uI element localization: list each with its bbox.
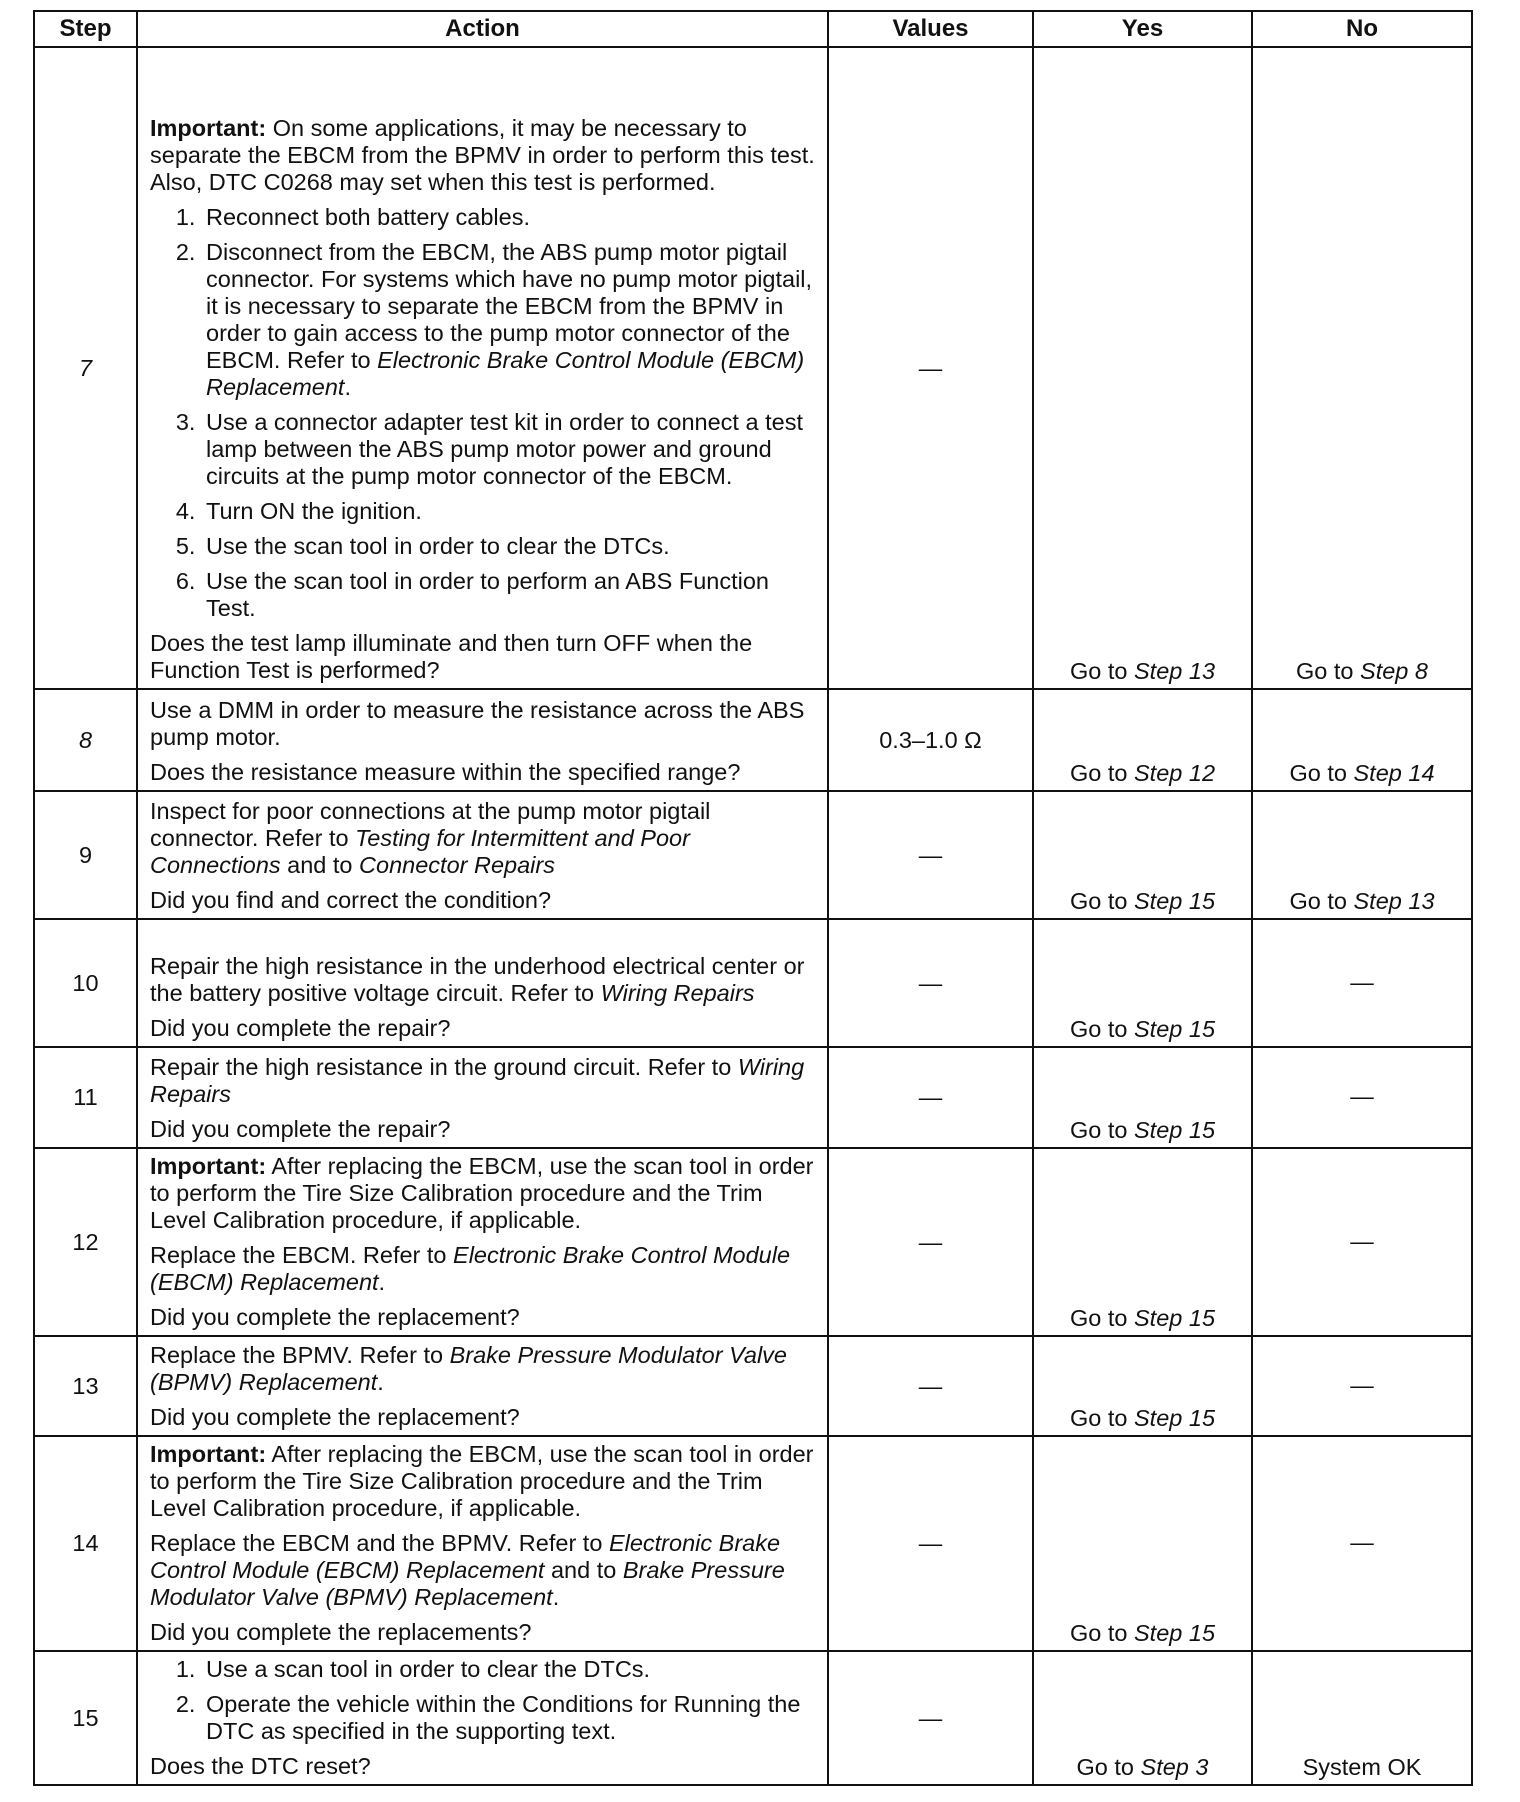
reference-link: Electronic Brake Control Module (EBCM) Replacement xyxy=(150,1242,791,1295)
action-cell: Use a DMM in order to measure the resistance across the ABS pump motor. Does the resistance measure within the specified range? xyxy=(137,689,828,791)
list-item: 1. Reconnect both battery cables. xyxy=(202,204,815,231)
table-row-step-10 xyxy=(34,919,1472,1047)
reference-link: Brake Pressure Modulator Valve (BPMV) Replacement xyxy=(150,1557,785,1610)
yes-cell: Go to Step 15 xyxy=(1033,1336,1252,1436)
reference-link: Wiring Repairs xyxy=(600,980,755,1006)
step-number: 14 xyxy=(34,1436,137,1651)
list-item: 6. Use the scan tool in order to perform an ABS Function Test. xyxy=(202,568,815,622)
yes-step-ref: Step 15 xyxy=(1134,1016,1216,1042)
no-cell: System OK xyxy=(1252,1651,1472,1785)
no-cell: — xyxy=(1252,1336,1472,1436)
action-cell xyxy=(137,1651,828,1785)
yes-cell: Go to Step 15 xyxy=(1033,791,1252,919)
no-cell: — xyxy=(1252,1148,1472,1336)
no-cell: Go to Step 13 xyxy=(1252,791,1472,919)
table-row-step-12 xyxy=(34,1148,1472,1336)
yes-cell: Go to Step 3 xyxy=(1033,1651,1252,1785)
no-cell: Go to Step 8 xyxy=(1252,47,1472,689)
yes-step-ref: Step 15 xyxy=(1134,1405,1216,1431)
table-row-step-14 xyxy=(34,1436,1472,1651)
reference-link: Brake Pressure Modulator Valve (BPMV) Replacement xyxy=(150,1342,788,1395)
value-cell: — xyxy=(828,1436,1033,1651)
header-values: Values xyxy=(828,11,1033,47)
action-cell: Repair the high resistance in the underhood electrical center or the battery positive voltage circuit. Refer to Wiring Repairs Did you complete the repair? xyxy=(137,919,828,1047)
yes-cell: Go to Step 15 xyxy=(1033,1047,1252,1148)
list-item: 3. Use a connector adapter test kit in order to connect a test lamp between the ABS pump motor power and ground circuits at the pump motor connector of the EBCM. xyxy=(202,409,815,490)
table-row-step-9 xyxy=(34,791,1472,919)
value-cell: — xyxy=(828,1047,1033,1148)
step-number: 9 xyxy=(34,791,137,919)
value-cell: — xyxy=(828,1336,1033,1436)
header-action: Action xyxy=(137,11,828,47)
yes-step-ref: Step 12 xyxy=(1134,760,1216,786)
table-row-step-7 xyxy=(34,47,1472,689)
yes-step-ref: Step 15 xyxy=(1134,888,1216,914)
yes-step-ref: Step 15 xyxy=(1134,1620,1216,1646)
action-cell xyxy=(137,47,828,689)
diagnostic-table xyxy=(33,10,1473,1786)
step-number: 11 xyxy=(34,1047,137,1148)
value-cell: — xyxy=(828,919,1033,1047)
reference-link: Electronic Brake Control Module (EBCM) Replacement xyxy=(150,1530,781,1583)
important-label: Important: xyxy=(150,1441,267,1467)
header-row xyxy=(34,11,1472,47)
table-row-step-11 xyxy=(34,1047,1472,1148)
step-number: 12 xyxy=(34,1148,137,1336)
header-step: Step xyxy=(34,11,137,47)
table-row-step-13 xyxy=(34,1336,1472,1436)
question: Did you complete the repair? xyxy=(150,1116,451,1142)
yes-cell: Go to Step 15 xyxy=(1033,1148,1252,1336)
table-row-step-8 xyxy=(34,689,1472,791)
no-step-ref: Step 14 xyxy=(1353,760,1435,786)
value-cell: — xyxy=(828,791,1033,919)
important-note: Important: After replacing the EBCM, use the scan tool in order to perform the Tire Size Calibration procedure and the Trim Level Calibration procedure, if applicable. xyxy=(150,1441,814,1521)
reference-link: Connector Repairs xyxy=(359,852,555,878)
step-number: 7 xyxy=(34,47,137,689)
reference-link: Testing for Intermittent and Poor Connections xyxy=(150,825,690,878)
step-number: 15 xyxy=(34,1651,137,1785)
question: Does the test lamp illuminate and then turn OFF when the Function Test is performed? xyxy=(150,630,753,683)
step-number: 13 xyxy=(34,1336,137,1436)
no-step-ref: Step 13 xyxy=(1353,888,1435,914)
yes-cell: Go to Step 13 xyxy=(1033,47,1252,689)
procedure-list xyxy=(150,1656,815,1745)
step-number: 8 xyxy=(34,689,137,791)
action-cell: Replace the BPMV. Refer to Brake Pressure Modulator Valve (BPMV) Replacement. Did you complete the replacement? xyxy=(137,1336,828,1436)
question: Did you complete the replacement? xyxy=(150,1404,520,1430)
header-yes: Yes xyxy=(1033,11,1252,47)
action-cell: Repair the high resistance in the ground circuit. Refer to Wiring Repairs Did you complete the repair? xyxy=(137,1047,828,1148)
question: Did you complete the replacements? xyxy=(150,1619,532,1645)
reference-link: Electronic Brake Control Module (EBCM) Replacement xyxy=(206,347,805,400)
header-no: No xyxy=(1252,11,1472,47)
step-number: 10 xyxy=(34,919,137,1047)
action-cell: Inspect for poor connections at the pump motor pigtail connector. Refer to Testing for Intermittent and Poor Connections and to Connector Repairs Did you find and correct the condition? xyxy=(137,791,828,919)
question: Does the DTC reset? xyxy=(150,1753,371,1779)
no-step-ref: Step 8 xyxy=(1360,658,1428,684)
yes-step-ref: Step 15 xyxy=(1134,1117,1216,1143)
list-item: 4. Turn ON the ignition. xyxy=(202,498,815,525)
yes-step-ref: Step 3 xyxy=(1140,1754,1209,1780)
value-cell: — xyxy=(828,47,1033,689)
yes-cell: Go to Step 15 xyxy=(1033,1436,1252,1651)
value-cell: 0.3–1.0 Ω xyxy=(828,689,1033,791)
yes-cell: Go to Step 12 xyxy=(1033,689,1252,791)
no-cell: Go to Step 14 xyxy=(1252,689,1472,791)
list-item: 5. Use the scan tool in order to clear the DTCs. xyxy=(202,533,815,560)
question: Does the resistance measure within the specified range? xyxy=(150,759,741,785)
important-note: Important: On some applications, it may be necessary to separate the EBCM from the BPMV in order to perform this test. Also, DTC C0268 may set when this test is performed. xyxy=(150,115,815,195)
no-cell: — xyxy=(1252,919,1472,1047)
yes-step-ref: Step 13 xyxy=(1134,658,1216,684)
value-cell: — xyxy=(828,1651,1033,1785)
question: Did you complete the replacement? xyxy=(150,1304,520,1330)
list-item: 2. Operate the vehicle within the Conditions for Running the DTC as specified in the supporting text. xyxy=(202,1691,815,1745)
no-cell: — xyxy=(1252,1436,1472,1651)
reference-link: Wiring Repairs xyxy=(150,1054,805,1107)
action-cell: Important: After replacing the EBCM, use the scan tool in order to perform the Tire Size Calibration procedure and the Trim Level Calibration procedure, if applicable. Replace the EBCM. Refer to Electronic Brake Control Module (EBCM) Replacement. Did you complete the replacement? xyxy=(137,1148,828,1336)
list-item: 1. Use a scan tool in order to clear the DTCs. xyxy=(202,1656,815,1683)
important-label: Important: xyxy=(150,1153,267,1179)
value-cell: — xyxy=(828,1148,1033,1336)
important-label: Important: xyxy=(150,115,267,141)
question: Did you find and correct the condition? xyxy=(150,887,552,913)
question: Did you complete the repair? xyxy=(150,1015,451,1041)
procedure-list xyxy=(150,204,815,622)
action-cell: Important: After replacing the EBCM, use the scan tool in order to perform the Tire Size Calibration procedure and the Trim Level Calibration procedure, if applicable. Replace the EBCM and the BPMV. Refer to Electronic Brake Control Module (EBCM) Replacement and to Brake Pressure Modulator Valve (BPMV) Replacement. Did you complete the replacements? xyxy=(137,1436,828,1651)
no-cell: — xyxy=(1252,1047,1472,1148)
important-note: Important: After replacing the EBCM, use the scan tool in order to perform the Tire Size Calibration procedure and the Trim Level Calibration procedure, if applicable. xyxy=(150,1153,814,1233)
list-item: 2. Disconnect from the EBCM, the ABS pump motor pigtail connector. For systems which have no pump motor pigtail, it is necessary to separate the EBCM from the BPMV in order to gain access to the pump motor connector of the EBCM. Refer to Electronic Brake Control Module (EBCM) Replacement. xyxy=(202,239,815,401)
yes-cell: Go to Step 15 xyxy=(1033,919,1252,1047)
yes-step-ref: Step 15 xyxy=(1134,1305,1216,1331)
table-row-step-15 xyxy=(34,1651,1472,1785)
